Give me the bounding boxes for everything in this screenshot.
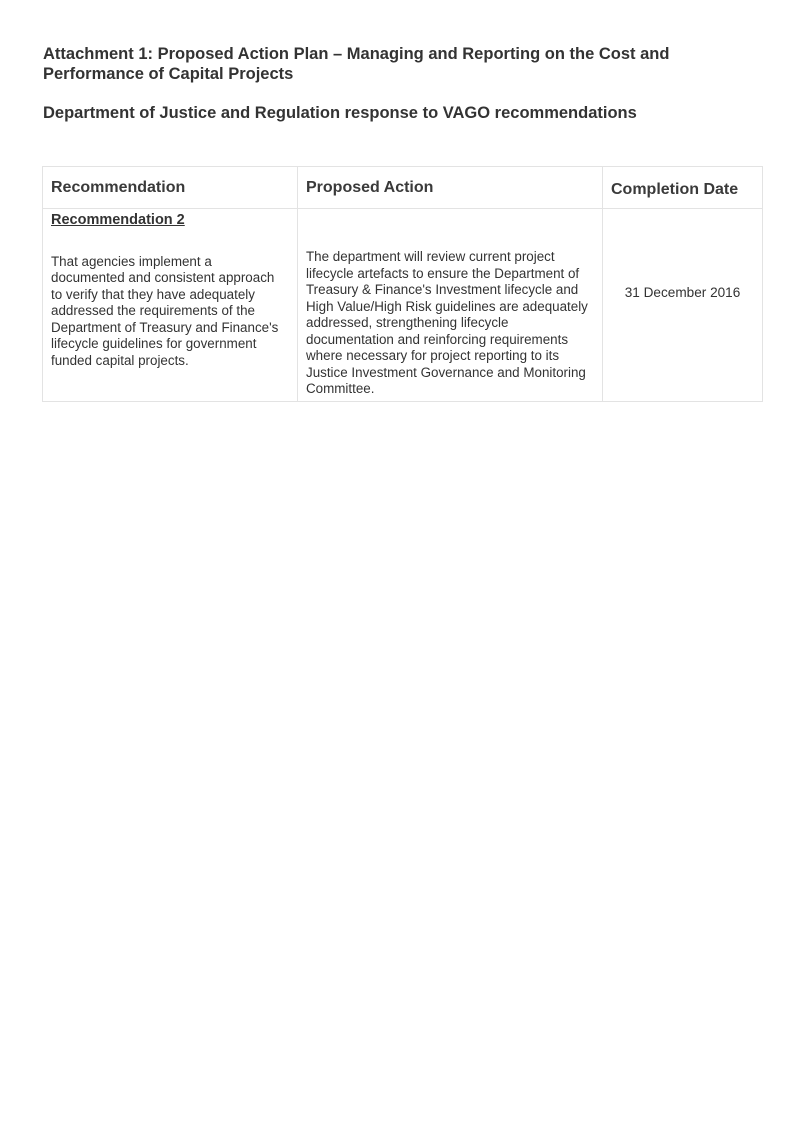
action-plan-table bbox=[42, 166, 763, 402]
document-subtitle: Department of Justice and Regulation response to VAGO recommendations bbox=[43, 104, 637, 122]
header-completion-date: Completion Date bbox=[603, 167, 763, 209]
table-header-row bbox=[43, 167, 763, 209]
completion-date-value: 31 December 2016 bbox=[624, 285, 741, 300]
proposed-action-text: The department will review current project lifecycle artefacts to ensure the Department of Treasury & Finance's Investment lifecycle and High Value/High Risk guidelines are adequately addressed, strengthening lifecycle documentation and reinforcing requirements where necessary for project reporting to its Justice Investment Governance and Monitoring Committee. bbox=[306, 249, 588, 396]
header-recommendation: Recommendation bbox=[43, 167, 298, 209]
table-row bbox=[43, 209, 763, 402]
proposed-action-cell bbox=[298, 209, 603, 402]
completion-date-cell bbox=[603, 209, 763, 402]
recommendation-heading: Recommendation 2 bbox=[51, 212, 185, 228]
recommendation-text: That agencies implement a documented and consistent approach to verify that they have adequately addressed the requirements of the Department of Treasury and Finance's lifecycle guidelines for government funded capital projects. bbox=[51, 253, 279, 368]
recommendation-cell bbox=[43, 209, 298, 402]
document-title: Attachment 1: Proposed Action Plan – Managing and Reporting on the Cost and Performance of Capital Projects bbox=[43, 45, 670, 83]
header-proposed-action: Proposed Action bbox=[298, 167, 603, 209]
